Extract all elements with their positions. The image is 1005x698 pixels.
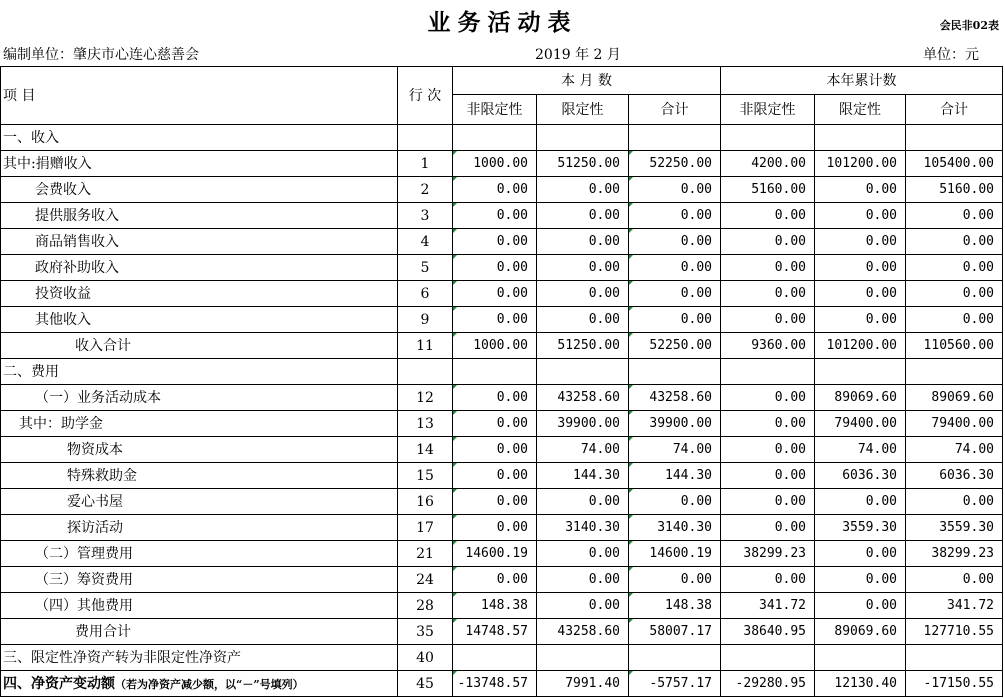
value-cell: 0.00 xyxy=(721,229,815,255)
value-cell: 0.00 xyxy=(537,593,629,619)
value-cell: 0.00 xyxy=(815,489,906,515)
value-cell: 3559.30 xyxy=(815,515,906,541)
table-row xyxy=(1,281,1003,307)
value-cell: 0.00 xyxy=(721,307,815,333)
value-cell: 0.00 xyxy=(537,177,629,203)
report-title: 业务活动表 xyxy=(427,9,578,36)
row-line-number: 24 xyxy=(398,567,453,593)
value-cell: 52250.00 xyxy=(629,151,721,177)
value-cell: 0.00 xyxy=(721,489,815,515)
header-year-total: 合计 xyxy=(906,95,1003,125)
value-cell: -29280.95 xyxy=(721,671,815,697)
value-cell: 0.00 xyxy=(537,489,629,515)
header-month-unrestricted: 非限定性 xyxy=(453,95,537,125)
value-cell xyxy=(629,125,721,151)
value-cell: 144.30 xyxy=(537,463,629,489)
value-cell: 58007.17 xyxy=(629,619,721,645)
table-row xyxy=(1,411,1003,437)
row-label: 政府补助收入 xyxy=(1,255,398,281)
report-period: 2019 年 2 月 xyxy=(535,47,621,63)
row-line-number: 40 xyxy=(398,645,453,671)
row-label: 费用合计 xyxy=(1,619,398,645)
table-row xyxy=(1,671,1003,697)
value-cell: 6036.30 xyxy=(815,463,906,489)
value-cell: 0.00 xyxy=(453,255,537,281)
row-line-number: 9 xyxy=(398,307,453,333)
value-cell: 4200.00 xyxy=(721,151,815,177)
value-cell: 1000.00 xyxy=(453,151,537,177)
value-cell: 89069.60 xyxy=(815,385,906,411)
table-row xyxy=(1,125,1003,151)
value-cell: 0.00 xyxy=(815,541,906,567)
row-label: 物资成本 xyxy=(1,437,398,463)
header-month-restricted: 限定性 xyxy=(537,95,629,125)
value-cell xyxy=(721,359,815,385)
value-cell: 0.00 xyxy=(453,177,537,203)
value-cell: 0.00 xyxy=(906,255,1003,281)
value-cell: 144.30 xyxy=(629,463,721,489)
table-row xyxy=(1,359,1003,385)
table-row xyxy=(1,567,1003,593)
value-cell: 0.00 xyxy=(815,255,906,281)
value-cell: 105400.00 xyxy=(906,151,1003,177)
value-cell: -17150.55 xyxy=(906,671,1003,697)
header-year: 本年累计数 xyxy=(721,67,1003,95)
row-label: （四）其他费用 xyxy=(1,593,398,619)
value-cell: 0.00 xyxy=(537,281,629,307)
value-cell: 79400.00 xyxy=(906,411,1003,437)
row-line-number: 35 xyxy=(398,619,453,645)
value-cell: 52250.00 xyxy=(629,333,721,359)
value-cell: 110560.00 xyxy=(906,333,1003,359)
table-row xyxy=(1,229,1003,255)
value-cell: 39900.00 xyxy=(629,411,721,437)
value-cell: 0.00 xyxy=(629,203,721,229)
value-cell: 12130.40 xyxy=(815,671,906,697)
value-cell: 101200.00 xyxy=(815,151,906,177)
table-row xyxy=(1,307,1003,333)
value-cell: 0.00 xyxy=(537,203,629,229)
row-label: 收入合计 xyxy=(1,333,398,359)
row-line-number: 11 xyxy=(398,333,453,359)
value-cell: -13748.57 xyxy=(453,671,537,697)
value-cell: 0.00 xyxy=(721,411,815,437)
value-cell: 0.00 xyxy=(721,255,815,281)
form-code: 会民非02表 xyxy=(939,19,999,32)
value-cell: 3140.30 xyxy=(629,515,721,541)
table-row xyxy=(1,333,1003,359)
value-cell: 0.00 xyxy=(815,229,906,255)
value-cell xyxy=(721,125,815,151)
row-line-number: 5 xyxy=(398,255,453,281)
row-line-number: 13 xyxy=(398,411,453,437)
value-cell xyxy=(537,645,629,671)
row-label: 其中:捐赠收入 xyxy=(1,151,398,177)
row-line-number: 2 xyxy=(398,177,453,203)
row-label: 特殊救助金 xyxy=(1,463,398,489)
row-label: 其中：助学金 xyxy=(1,411,398,437)
value-cell: 0.00 xyxy=(629,489,721,515)
value-cell: 14748.57 xyxy=(453,619,537,645)
row-label: 提供服务收入 xyxy=(1,203,398,229)
value-cell: 0.00 xyxy=(453,567,537,593)
value-cell: 0.00 xyxy=(537,229,629,255)
value-cell: 0.00 xyxy=(453,307,537,333)
value-cell: 0.00 xyxy=(453,203,537,229)
value-cell: 39900.00 xyxy=(537,411,629,437)
value-cell: 43258.60 xyxy=(537,385,629,411)
value-cell: 0.00 xyxy=(721,463,815,489)
row-label: 其他收入 xyxy=(1,307,398,333)
value-cell xyxy=(815,125,906,151)
activity-table xyxy=(0,66,1003,697)
table-row xyxy=(1,437,1003,463)
table-row xyxy=(1,463,1003,489)
value-cell: 0.00 xyxy=(721,385,815,411)
value-cell: 0.00 xyxy=(453,515,537,541)
value-cell: 0.00 xyxy=(815,281,906,307)
row-line-number xyxy=(398,125,453,151)
value-cell: 0.00 xyxy=(453,229,537,255)
row-label: 会费收入 xyxy=(1,177,398,203)
value-cell: 0.00 xyxy=(721,437,815,463)
row-line-number: 1 xyxy=(398,151,453,177)
value-cell: 38299.23 xyxy=(721,541,815,567)
header-month-total: 合计 xyxy=(629,95,721,125)
value-cell: 74.00 xyxy=(629,437,721,463)
value-cell: 0.00 xyxy=(629,281,721,307)
value-cell: 0.00 xyxy=(815,177,906,203)
value-cell: 0.00 xyxy=(721,203,815,229)
value-cell: 341.72 xyxy=(721,593,815,619)
value-cell: 43258.60 xyxy=(629,385,721,411)
value-cell: 0.00 xyxy=(629,177,721,203)
row-line-number: 16 xyxy=(398,489,453,515)
header-line: 行 次 xyxy=(398,67,453,125)
value-cell: 0.00 xyxy=(537,541,629,567)
table-row xyxy=(1,541,1003,567)
value-cell: 79400.00 xyxy=(815,411,906,437)
value-cell: 0.00 xyxy=(815,203,906,229)
table-row xyxy=(1,385,1003,411)
organization-label: 编制单位：肇庆市心连心慈善会 xyxy=(3,47,199,63)
table-row xyxy=(1,515,1003,541)
row-line-number: 21 xyxy=(398,541,453,567)
value-cell: 74.00 xyxy=(815,437,906,463)
value-cell: 0.00 xyxy=(815,593,906,619)
value-cell: 0.00 xyxy=(721,515,815,541)
row-line-number: 14 xyxy=(398,437,453,463)
value-cell: 0.00 xyxy=(453,489,537,515)
value-cell xyxy=(629,359,721,385)
header-year-unrestricted: 非限定性 xyxy=(721,95,815,125)
value-cell: 0.00 xyxy=(537,255,629,281)
row-line-number: 6 xyxy=(398,281,453,307)
value-cell xyxy=(453,125,537,151)
value-cell: 0.00 xyxy=(453,281,537,307)
value-cell xyxy=(453,359,537,385)
value-cell xyxy=(906,359,1003,385)
table-row xyxy=(1,593,1003,619)
row-label: 二、费用 xyxy=(1,359,398,385)
row-label: 爱心书屋 xyxy=(1,489,398,515)
value-cell: 74.00 xyxy=(537,437,629,463)
value-cell: -5757.17 xyxy=(629,671,721,697)
value-cell: 148.38 xyxy=(453,593,537,619)
row-line-number: 12 xyxy=(398,385,453,411)
row-line-number: 28 xyxy=(398,593,453,619)
value-cell: 341.72 xyxy=(906,593,1003,619)
value-cell: 3140.30 xyxy=(537,515,629,541)
table-row xyxy=(1,645,1003,671)
value-cell: 43258.60 xyxy=(537,619,629,645)
value-cell: 0.00 xyxy=(629,229,721,255)
value-cell: 51250.00 xyxy=(537,333,629,359)
value-cell: 1000.00 xyxy=(453,333,537,359)
table-row xyxy=(1,177,1003,203)
currency-unit: 单位：元 xyxy=(923,47,979,63)
value-cell: 9360.00 xyxy=(721,333,815,359)
value-cell: 0.00 xyxy=(453,411,537,437)
value-cell: 0.00 xyxy=(906,489,1003,515)
value-cell: 0.00 xyxy=(815,307,906,333)
value-cell xyxy=(906,645,1003,671)
header-month: 本 月 数 xyxy=(453,67,721,95)
row-label: （二）管理费用 xyxy=(1,541,398,567)
value-cell: 0.00 xyxy=(906,281,1003,307)
value-cell: 5160.00 xyxy=(906,177,1003,203)
table-row xyxy=(1,151,1003,177)
value-cell: 14600.19 xyxy=(453,541,537,567)
row-line-number xyxy=(398,359,453,385)
value-cell xyxy=(906,125,1003,151)
table-row xyxy=(1,203,1003,229)
value-cell xyxy=(721,645,815,671)
table-row xyxy=(1,255,1003,281)
row-label: （一）业务活动成本 xyxy=(1,385,398,411)
value-cell: 74.00 xyxy=(906,437,1003,463)
value-cell: 7991.40 xyxy=(537,671,629,697)
value-cell: 0.00 xyxy=(906,203,1003,229)
value-cell xyxy=(453,645,537,671)
value-cell xyxy=(629,645,721,671)
value-cell: 51250.00 xyxy=(537,151,629,177)
header-item: 项 目 xyxy=(1,67,398,125)
row-note: （若为净资产减少额，以“－”号填列） xyxy=(115,677,304,691)
value-cell: 148.38 xyxy=(629,593,721,619)
value-cell: 38299.23 xyxy=(906,541,1003,567)
value-cell: 14600.19 xyxy=(629,541,721,567)
table-row xyxy=(1,489,1003,515)
row-line-number: 4 xyxy=(398,229,453,255)
value-cell: 5160.00 xyxy=(721,177,815,203)
row-label: 四、净资产变动额（若为净资产减少额，以“－”号填列） xyxy=(1,671,398,697)
row-label: 探访活动 xyxy=(1,515,398,541)
value-cell xyxy=(815,359,906,385)
row-line-number: 15 xyxy=(398,463,453,489)
value-cell: 0.00 xyxy=(453,463,537,489)
value-cell: 0.00 xyxy=(629,567,721,593)
value-cell xyxy=(537,359,629,385)
value-cell: 0.00 xyxy=(721,281,815,307)
value-cell: 89069.60 xyxy=(906,385,1003,411)
row-label: 一、收入 xyxy=(1,125,398,151)
value-cell: 0.00 xyxy=(721,567,815,593)
value-cell: 127710.55 xyxy=(906,619,1003,645)
value-cell: 89069.60 xyxy=(815,619,906,645)
value-cell: 0.00 xyxy=(906,567,1003,593)
value-cell: 3559.30 xyxy=(906,515,1003,541)
value-cell: 0.00 xyxy=(906,307,1003,333)
value-cell: 0.00 xyxy=(453,385,537,411)
row-label: 商品销售收入 xyxy=(1,229,398,255)
value-cell: 0.00 xyxy=(815,567,906,593)
row-label: （三）筹资费用 xyxy=(1,567,398,593)
value-cell: 0.00 xyxy=(906,229,1003,255)
value-cell: 38640.95 xyxy=(721,619,815,645)
value-cell xyxy=(815,645,906,671)
row-line-number: 3 xyxy=(398,203,453,229)
header-year-restricted: 限定性 xyxy=(815,95,906,125)
row-line-number: 45 xyxy=(398,671,453,697)
value-cell: 0.00 xyxy=(537,307,629,333)
value-cell: 0.00 xyxy=(537,567,629,593)
value-cell: 0.00 xyxy=(453,437,537,463)
row-label: 三、限定性净资产转为非限定性净资产 xyxy=(1,645,398,671)
row-line-number: 17 xyxy=(398,515,453,541)
value-cell: 6036.30 xyxy=(906,463,1003,489)
value-cell: 0.00 xyxy=(629,307,721,333)
row-label: 投资收益 xyxy=(1,281,398,307)
value-cell xyxy=(537,125,629,151)
value-cell: 101200.00 xyxy=(815,333,906,359)
value-cell: 0.00 xyxy=(629,255,721,281)
table-row xyxy=(1,619,1003,645)
